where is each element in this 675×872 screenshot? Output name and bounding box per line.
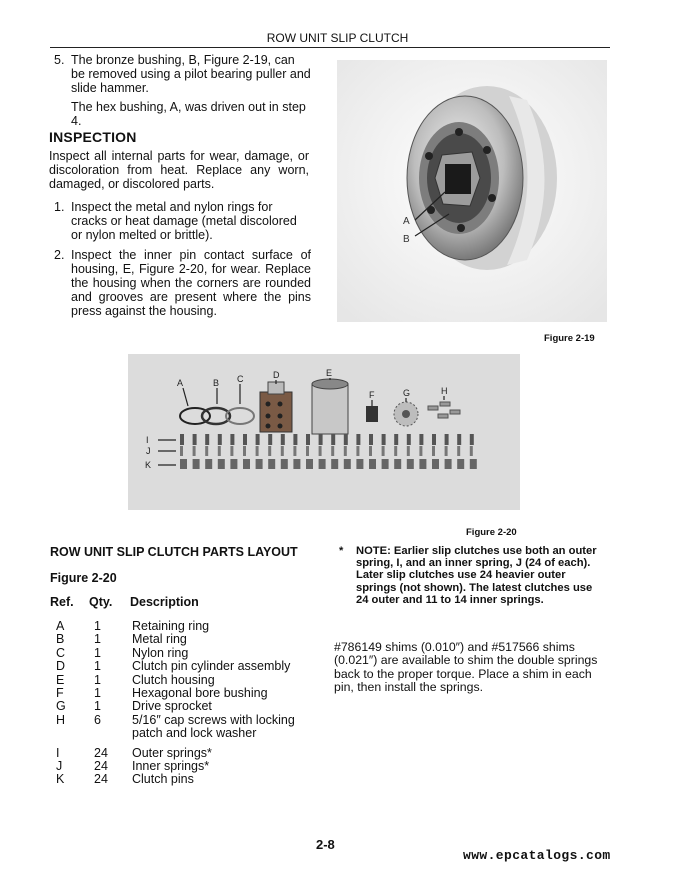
- column-header-qty: Qty.: [89, 595, 113, 609]
- inspection-heading: INSPECTION: [49, 129, 137, 145]
- spring: [331, 446, 334, 456]
- clutch-pin: [369, 459, 376, 469]
- part-qty: 1: [94, 619, 101, 633]
- clutch-pin: [293, 459, 300, 469]
- figure-2-19-label-a: A: [403, 216, 410, 227]
- shims-line: #786149 shims (0.010″) and #517566 shims: [334, 640, 575, 654]
- part-ref: D: [56, 659, 66, 674]
- step-5-followup: The hex bushing, A, was driven out in step 4.: [71, 100, 306, 128]
- shims-line: pin, then install the springs.: [334, 680, 484, 695]
- figure-2-20-label-k: K: [145, 460, 152, 470]
- spring: [243, 446, 246, 456]
- clutch-pin: [193, 459, 200, 469]
- spring: [293, 446, 296, 456]
- clutch-pin: [382, 459, 389, 469]
- spring: [230, 446, 233, 456]
- spring: [218, 446, 221, 456]
- spring: [281, 446, 284, 456]
- clutch-pin: [394, 459, 401, 469]
- figure-2-20-label-b: B: [213, 378, 220, 388]
- step-5: [54, 53, 314, 95]
- note-line: spring, I, and an inner spring, J (24 of each).: [356, 557, 591, 570]
- figure-2-20-label-f: F: [369, 390, 375, 400]
- spring: [419, 446, 422, 456]
- spring: [445, 446, 448, 456]
- part-description: Hexagonal bore bushing: [132, 686, 268, 700]
- spring: [470, 434, 474, 445]
- figure-2-20-label-h: H: [441, 386, 448, 396]
- spring: [445, 434, 449, 445]
- note-star: *: [339, 545, 344, 557]
- part-qty: 24: [94, 759, 108, 773]
- spring: [205, 434, 209, 445]
- shims-paragraph: [334, 641, 602, 695]
- note-line: springs (not shown). The latest clutches use: [356, 581, 593, 594]
- part-ref: K: [56, 772, 65, 787]
- spring: [369, 434, 373, 445]
- part-description: 5/16″ cap screws with locking: [132, 712, 295, 727]
- spring: [369, 446, 372, 456]
- clutch-pin: [344, 459, 351, 469]
- spring: [180, 446, 183, 456]
- figure-2-19-label-b: B: [403, 234, 410, 245]
- clutch-pin: [268, 459, 275, 469]
- clutch-pin: [470, 459, 477, 469]
- clutch-pin: [445, 459, 452, 469]
- spring: [256, 434, 260, 445]
- spring: [432, 434, 436, 445]
- figure-2-20-label-j: J: [146, 446, 151, 456]
- part-description: Retaining ring: [132, 619, 210, 633]
- figure-2-20-label-i: I: [146, 435, 149, 445]
- spring: [331, 434, 335, 445]
- spring: [230, 434, 234, 445]
- part-qty: 24: [94, 745, 108, 760]
- spring: [205, 446, 208, 456]
- spring: [268, 446, 271, 456]
- clutch-pin: [230, 459, 237, 469]
- inspection-intro: Inspect all internal parts for wear, damage, or discoloration from heat. Replace any worn, damaged, or discolored parts.: [49, 149, 309, 191]
- shims-line: (0.021″) are available to shim the double springs: [334, 653, 598, 668]
- part-description: Clutch pin cylinder assembly: [132, 659, 291, 674]
- part-ref: A: [56, 619, 65, 633]
- clutch-pin: [407, 459, 414, 469]
- part-qty: 6: [94, 712, 101, 727]
- figure-2-20-label-e: E: [326, 368, 333, 378]
- part-ref: E: [56, 672, 65, 687]
- spring: [407, 446, 410, 456]
- parts-layout-title: ROW UNIT SLIP CLUTCH PARTS LAYOUT: [50, 545, 298, 559]
- spring: [470, 446, 473, 456]
- parts-layout-figure: Figure 2-20: [50, 571, 117, 585]
- shims-line: back to the proper torque. Place a shim in each: [334, 666, 592, 681]
- part-ref: G: [56, 699, 66, 714]
- column-header-ref: Ref.: [50, 595, 74, 609]
- note-block: [356, 545, 600, 606]
- part-description: Clutch housing: [132, 672, 215, 687]
- step-5-text: The bronze bushing, B, Figure 2-19, can be removed using a pilot bearing puller and slide hammer.: [71, 53, 311, 95]
- part-description: Drive sprocket: [132, 699, 212, 714]
- part-ref: H: [56, 712, 66, 727]
- clutch-pin: [256, 459, 263, 469]
- figure-2-20-label-a: A: [177, 378, 184, 388]
- clutch-pin: [356, 459, 363, 469]
- spring: [419, 434, 423, 445]
- part-ref: C: [56, 645, 66, 660]
- spring: [193, 446, 196, 456]
- part-description: Clutch pins: [132, 772, 194, 787]
- spring: [281, 434, 285, 445]
- clutch-pin: [243, 459, 250, 469]
- spring: [394, 446, 397, 456]
- figure-2-19-caption: Figure 2-19: [544, 333, 595, 344]
- spring: [382, 434, 386, 445]
- spring: [306, 434, 310, 445]
- inspection-item-1-text: Inspect the metal and nylon rings for cracks or heat damage (metal discolored or nylon melted or brittle).: [71, 200, 297, 242]
- inspection-item-2: [54, 248, 312, 318]
- part-qty: 1: [94, 699, 101, 714]
- spring: [193, 434, 197, 445]
- clutch-pin: [218, 459, 225, 469]
- spring: [306, 446, 309, 456]
- figure-2-20-label-c: C: [237, 374, 244, 384]
- spring: [382, 446, 385, 456]
- note-line: 24 outer and 11 to 14 inner springs.: [356, 593, 544, 606]
- spring: [243, 434, 247, 445]
- clutch-pin: [331, 459, 338, 469]
- page-number: 2-8: [316, 837, 335, 852]
- spring: [180, 434, 184, 445]
- spring: [293, 434, 297, 445]
- part-qty: 1: [94, 645, 101, 660]
- spring: [319, 434, 323, 445]
- inspection-item-1: [54, 200, 312, 244]
- part-ref: F: [56, 686, 64, 700]
- part-description: Inner springs*: [132, 759, 210, 773]
- part-description: Nylon ring: [132, 645, 189, 660]
- part-qty: 24: [94, 772, 108, 787]
- part-description-cont: patch and lock washer: [132, 726, 257, 741]
- part-qty: 1: [94, 672, 101, 687]
- spring: [268, 434, 272, 445]
- spring: [319, 446, 322, 456]
- clutch-pin: [457, 459, 464, 469]
- spring: [344, 434, 348, 445]
- spring: [344, 446, 347, 456]
- part-description: Outer springs*: [132, 745, 212, 760]
- part-description: Metal ring: [132, 632, 187, 647]
- spring: [432, 446, 435, 456]
- part-ref: J: [56, 759, 63, 773]
- clutch-pin: [205, 459, 212, 469]
- spring: [218, 434, 222, 445]
- clutch-pin: [432, 459, 439, 469]
- spring: [457, 434, 461, 445]
- part-qty: 1: [94, 659, 101, 674]
- spring: [356, 446, 359, 456]
- inspection-item-1-number: 1.: [54, 200, 65, 214]
- note-line: Later slip clutches use 24 heavier outer: [356, 569, 566, 582]
- spring: [394, 434, 398, 445]
- inspection-item-2-number: 2.: [54, 248, 65, 262]
- inspection-item-2-text: Inspect the inner pin contact surface of housing, E, Figure 2-20, for wear. Replace the housing when the corners are rounded and grooves are present where the pins press against the housing.: [71, 248, 311, 318]
- part-ref: B: [56, 632, 65, 647]
- figure-2-20-caption: Figure 2-20: [466, 527, 517, 538]
- figure-2-20-photo: [128, 354, 520, 510]
- part-qty: 1: [94, 632, 101, 647]
- watermark: www.epcatalogs.com: [463, 848, 611, 863]
- part-qty: 1: [94, 686, 101, 700]
- spring: [256, 446, 259, 456]
- figure-2-19-photo: [337, 60, 607, 322]
- spring: [457, 446, 460, 456]
- step-5-number: 5.: [54, 53, 65, 67]
- clutch-pin: [281, 459, 288, 469]
- page-header-title: ROW UNIT SLIP CLUTCH: [266, 31, 409, 45]
- note-line: NOTE: Earlier slip clutches use both an outer: [356, 545, 597, 557]
- part-ref: I: [56, 745, 60, 760]
- spring: [407, 434, 411, 445]
- header-rule: [50, 47, 610, 48]
- spring: [356, 434, 360, 445]
- figure-2-20-label-g: G: [403, 388, 411, 398]
- clutch-pin: [419, 459, 426, 469]
- clutch-pin: [180, 459, 187, 469]
- clutch-pin: [306, 459, 313, 469]
- figure-2-20-label-d: D: [273, 370, 280, 380]
- clutch-pin: [319, 459, 326, 469]
- column-header-description: Description: [130, 595, 199, 609]
